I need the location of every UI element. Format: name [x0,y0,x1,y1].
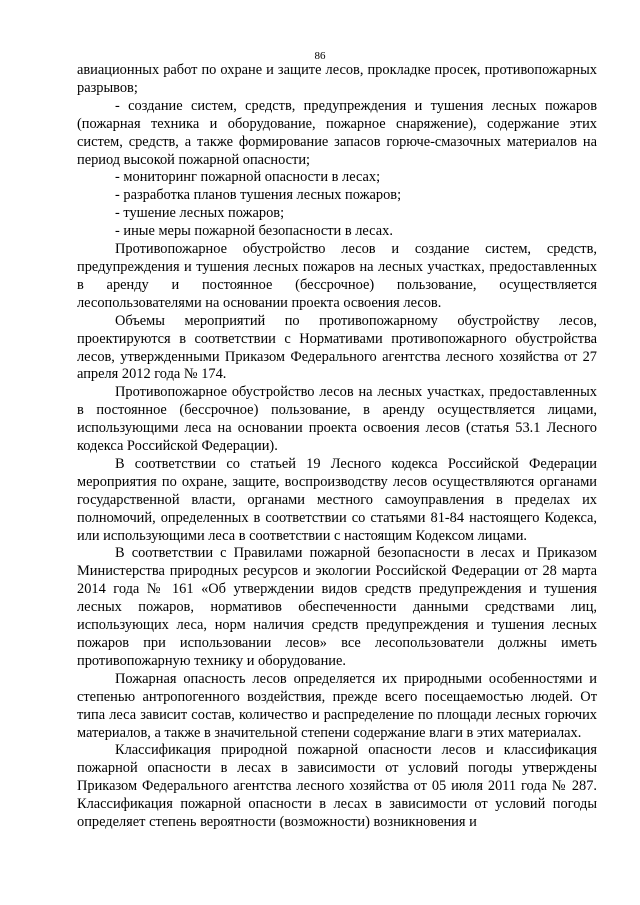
page-body [77,62,597,832]
paragraph: В соответствии с Правилами пожарной безопасности в лесах и Приказом Министерства природных ресурсов и экологии Российской Федерации от 28 марта 2014 года № 161 «Об утверждении видов средств предупреждения и тушения лесных пожаров, нормативов обеспеченности данными средствами лиц, использующих леса, норм наличия средств предупреждения и тушения лесных пожаров при использовании лесов» все лесопользователи должны иметь противопожарную технику и оборудование. [77,545,597,669]
page-number: 86 [314,50,326,62]
list-item: - иные меры пожарной безопасности в лесах. [115,223,393,240]
paragraph: Противопожарное обустройство лесов на лесных участках, предоставленных в постоянное (бессрочное) пользование, в аренду осуществляется лицами, использующими леса на основании проекта освоения лесов (статья 53.1 Лесного кодекса Российской Федерации). [77,384,597,455]
paragraph: Классификация природной пожарной опасности лесов и классификация пожарной опасности в лесах в зависимости от условий погоды утверждены Приказом Федерального агентства лесного хозяйства от 05 июля 2011 года № 287. Классификация пожарной опасности в лесах в зависимости от условий погоды определяет степень вероятности (возможности) возникновения и [77,742,597,831]
list-item: - тушение лесных пожаров; [115,205,285,222]
list-item: - создание систем, средств, предупреждения и тушения лесных пожаров (пожарная техника и оборудование, пожарное снаряжение), содержание этих систем, средств, а также формирование запасов горюче-смазочных материалов на период высокой пожарной опасности; [77,97,597,168]
paragraph: Объемы мероприятий по противопожарному обустройству лесов, проектируются в соответствии с Нормативами противопожарного обустройства лесов, утвержденными Приказом Федерального агентства лесного хозяйства от 27 апреля 2012 года № 174. [77,312,597,383]
paragraph-continuation: авиационных работ по охране и защите лесов, прокладке просек, противопожарных разрывов; [77,62,597,96]
list-item: - разработка планов тушения лесных пожаров; [115,187,402,204]
paragraph: В соответствии со статьей 19 Лесного кодекса Российской Федерации мероприятия по охране, защите, воспроизводству лесов осуществляются органами государственной власти, органами местного самоуправления в пределах их полномочий, определенных в соответствии со статьями 81-84 настоящего Кодекса, или использующими леса в соответствии с настоящим Кодексом лицами. [77,455,597,544]
paragraph: Пожарная опасность лесов определяется их природными особенностями и степенью антропогенного воздействия, прежде всего посещаемостью людей. От типа леса зависит состав, количество и распределение по площади лесных горючих материалов, а также в значительной степени содержание влаги в этих материалах. [77,670,597,741]
paragraph: Противопожарное обустройство лесов и создание систем, средств, предупреждения и тушения лесных пожаров на лесных участках, предоставленных в аренду и постоянное (бессрочное) пользование, осуществляется лесопользователями на основании проекта освоения лесов. [77,241,597,311]
list-item: - мониторинг пожарной опасности в лесах; [115,169,381,186]
